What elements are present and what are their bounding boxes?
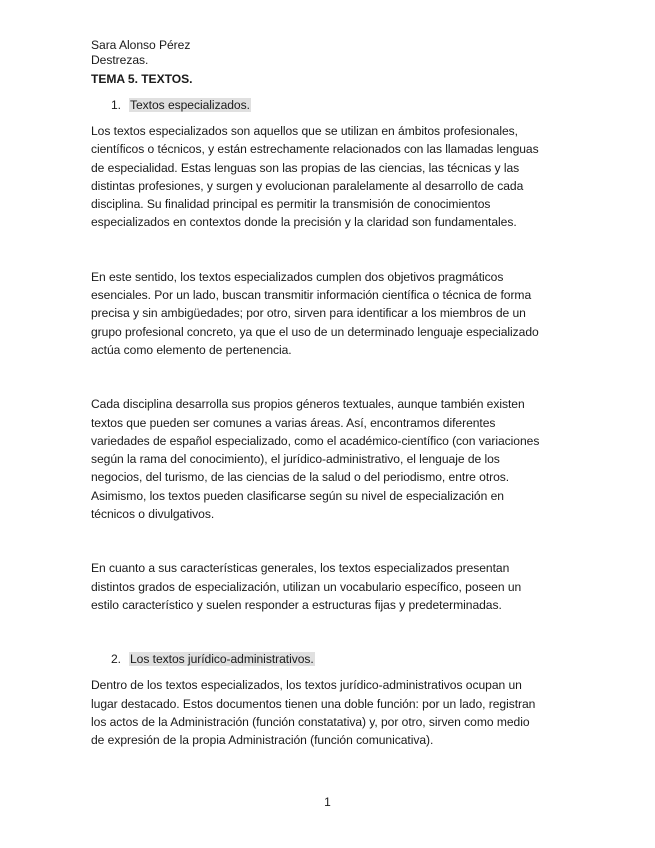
paragraph: [91, 268, 566, 359]
section-heading-text: Textos especializados.: [130, 98, 250, 112]
document-title: TEMA 5. TEXTOS.: [91, 72, 193, 86]
section-number: 2.: [111, 652, 121, 667]
text-line: estilo característico y suelen responder a estructuras fijas y predeterminadas.: [91, 597, 502, 612]
text-line: textos que pueden ser comunes a varias áreas. Así, encontramos diferentes: [91, 415, 496, 430]
text-line: negocios, del turismo, de las ciencias de la salud o del periodismo, entre otros.: [91, 470, 510, 485]
section-heading-2: [91, 650, 566, 668]
text-line: Dentro de los textos especializados, los textos jurídico-administrativos ocupan un: [91, 678, 522, 693]
section-number: 1.: [111, 98, 121, 112]
text-line: En cuanto a sus características generales, los textos especializados presentan: [91, 561, 510, 576]
text-line: disciplina. Su finalidad principal es permitir la transmisión de conocimientos: [91, 197, 491, 212]
text-line: En este sentido, los textos especializados cumplen dos objetivos pragmáticos: [91, 269, 504, 284]
text-line: técnicos o divulgativos.: [91, 507, 215, 522]
paragraph: [91, 395, 566, 523]
text-line: Asimismo, los textos pueden clasificarse según su nivel de especialización en: [91, 488, 504, 503]
text-line: científicos o técnicos, y están estrechamente relacionados con las llamadas lenguas: [91, 142, 539, 157]
text-line: variedades de español especializado, como el académico-científico (con variaciones: [91, 433, 540, 448]
section-heading-text: Los textos jurídico-administrativos.: [130, 652, 314, 667]
page-content: [91, 38, 566, 749]
subject-name: Destrezas.: [91, 53, 149, 67]
author-name: Sara Alonso Pérez: [91, 38, 191, 52]
paragraph: [91, 676, 566, 749]
text-line: de especialidad. Estas lenguas son las propias de las ciencias, las técnicas y las: [91, 160, 520, 175]
text-line: Los textos especializados son aquellos que se utilizan en ámbitos profesionales,: [91, 124, 518, 138]
text-line: de expresión de la propia Administración (función comunicativa).: [91, 733, 434, 748]
text-line: Cada disciplina desarrolla sus propios géneros textuales, aunque también existen: [91, 397, 525, 412]
text-line: precisa y sin ambigüedades; por otro, sirven para identificar a los miembros de un: [91, 306, 526, 321]
text-line: esenciales. Por un lado, buscan transmitir información científica o técnica de forma: [91, 288, 532, 303]
text-line: distintos grados de especialización, utilizan un vocabulario específico, poseen un: [91, 579, 522, 594]
text-line: grupo profesional concreto, ya que el uso de un determinado lenguaje especializado: [91, 324, 539, 339]
text-line: actúa como elemento de pertenencia.: [91, 342, 292, 357]
page-number: 1: [324, 795, 331, 809]
paragraph: [91, 122, 566, 232]
text-line: lugar destacado. Estos documentos tienen una doble función: por un lado, registran: [91, 696, 536, 711]
text-line: según la rama del conocimiento), el jurídico-administrativo, el lenguaje de los: [91, 452, 500, 467]
paragraph: [91, 559, 566, 614]
section-heading-1: [91, 96, 566, 114]
text-line: especializados en contextos donde la precisión y la claridad son fundamentales.: [91, 215, 517, 230]
text-line: distintas profesiones, y surgen y evolucionan paralelamente al desarrollo de cada: [91, 178, 524, 193]
text-line: los actos de la Administración (función constatativa) y, por otro, sirven como medio: [91, 714, 530, 729]
